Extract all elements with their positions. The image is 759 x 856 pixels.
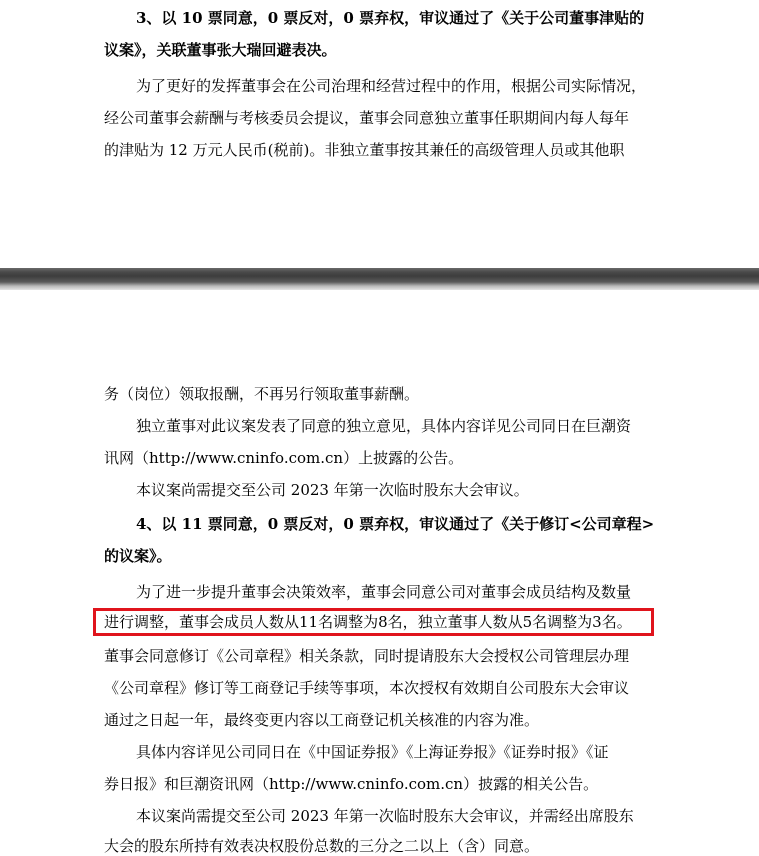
resolution-4-heading-cont: 的议案》。 bbox=[104, 547, 172, 565]
highlight-box bbox=[93, 608, 654, 636]
paragraph-line: 讯网（http://www.cninfo.com.cn）上披露的公告。 bbox=[104, 449, 464, 467]
resolution-3-heading-cont: 议案》，关联董事张大瑞回避表决。 bbox=[104, 41, 337, 59]
paragraph-line: 券日报》和巨潮资讯网（http://www.cninfo.com.cn）披露的相关公告。 bbox=[104, 775, 599, 793]
resolution-3-heading: 3、以 10 票同意，0 票反对，0 票弃权，审议通过了《关于公司董事津贴的 bbox=[136, 9, 645, 27]
paragraph-line: 大会的股东所持有效表决权股份总数的三分之二以上（含）同意。 bbox=[104, 837, 540, 855]
page-separator bbox=[0, 268, 759, 290]
paragraph-line: 为了更好的发挥董事会在公司治理和经营过程中的作用，根据公司实际情况， bbox=[136, 77, 647, 95]
paragraph-line: 董事会同意修订《公司章程》相关条款，同时提请股东大会授权公司管理层办理 bbox=[104, 647, 630, 665]
paragraph-line: 经公司董事会薪酬与考核委员会提议，董事会同意独立董事任职期间内每人每年 bbox=[104, 109, 630, 127]
paragraph-line: 独立董事对此议案发表了同意的独立意见，具体内容详见公司同日在巨潮资 bbox=[136, 417, 632, 435]
paragraph-line: 务（岗位）领取报酬，不再另行领取董事薪酬。 bbox=[104, 385, 420, 403]
paragraph-line: 的津贴为 12 万元人民币(税前)。非独立董事按其兼任的高级管理人员或其他职 bbox=[104, 141, 625, 159]
document-page-2 bbox=[0, 290, 759, 854]
paragraph-line: 本议案尚需提交至公司 2023 年第一次临时股东大会审议，并需经出席股东 bbox=[136, 807, 634, 825]
paragraph-line: 《公司章程》修订等工商登记手续等事项，本次授权有效期自公司股东大会审议 bbox=[104, 679, 630, 697]
paragraph-line: 本议案尚需提交至公司 2023 年第一次临时股东大会审议。 bbox=[136, 481, 529, 499]
highlighted-line: 进行调整，董事会成员人数从11名调整为8名，独立董事人数从5名调整为3名。 bbox=[104, 613, 632, 631]
paragraph-line: 通过之日起一年，最终变更内容以工商登记机关核准的内容为准。 bbox=[104, 711, 540, 729]
paragraph-line: 为了进一步提升董事会决策效率，董事会同意公司对董事会成员结构及数量 bbox=[136, 583, 632, 601]
resolution-4-heading: 4、以 11 票同意，0 票反对，0 票弃权，审议通过了《关于修订<公司章程> bbox=[136, 515, 655, 533]
document-page-1 bbox=[0, 0, 759, 268]
paragraph-line: 具体内容详见公司同日在《中国证券报》《上海证券报》《证券时报》《证 bbox=[136, 743, 609, 761]
